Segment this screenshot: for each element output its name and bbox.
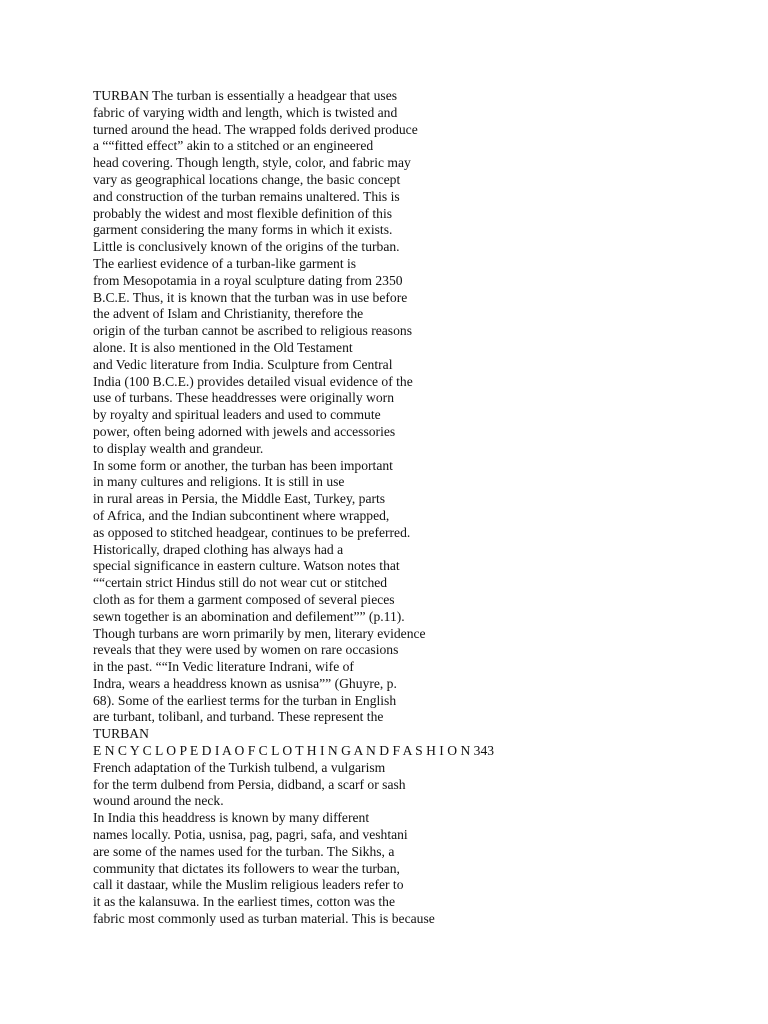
text-line: to display wealth and grandeur. [93,440,264,456]
document-body [93,88,753,928]
text-line: it as the kalansuwa. In the earliest times, cotton was the [93,894,395,910]
text-line: in many cultures and religions. It is still in use [93,474,345,490]
text-line: 68). Some of the earliest terms for the turban in English [93,692,397,708]
text-line: In some form or another, the turban has been important [93,457,393,473]
text-line: as opposed to stitched headgear, continues to be preferred. [93,524,411,540]
text-line: sewn together is an abomination and defilement”” (p.11). [93,608,405,624]
text-line: India (100 B.C.E.) provides detailed visual evidence of the [93,373,413,389]
text-line: fabric most commonly used as turban material. This is because [93,911,435,927]
text-line: the advent of Islam and Christianity, therefore the [93,306,364,322]
text-line: head covering. Though length, style, color, and fabric may [93,155,411,171]
text-line: power, often being adorned with jewels and accessories [93,423,396,439]
text-line: names locally. Potia, usnisa, pag, pagri, safa, and veshtani [93,827,408,843]
text-line: ““certain strict Hindus still do not wear cut or stitched [93,575,388,591]
text-line: E N C Y C L O P E D I A O F C L O T H I N G A N D F A S H I O N 343 [93,743,495,759]
text-line: Historically, draped clothing has always had a [93,541,344,557]
text-line: probably the widest and most flexible definition of this [93,205,393,221]
text-line: for the term dulbend from Persia, didband, a scarf or sash [93,776,406,792]
text-line: alone. It is also mentioned in the Old Testament [93,339,353,355]
text-line: community that dictates its followers to wear the turban, [93,860,400,876]
text-line: vary as geographical locations change, the basic concept [93,171,401,187]
text-line: turned around the head. The wrapped folds derived produce [93,121,418,137]
text-line: Indra, wears a headdress known as usnisa”” (Ghuyre, p. [93,675,397,691]
text-line: and construction of the turban remains unaltered. This is [93,188,400,204]
text-line: and Vedic literature from India. Sculpture from Central [93,356,393,372]
text-line: use of turbans. These headdresses were originally worn [93,390,394,406]
text-line: wound around the neck. [93,793,224,809]
text-line: cloth as for them a garment composed of several pieces [93,591,395,607]
text-line: reveals that they were used by women on rare occasions [93,642,399,658]
text-line: origin of the turban cannot be ascribed to religious reasons [93,323,412,339]
text-line: by royalty and spiritual leaders and used to commute [93,407,381,423]
text-line: Little is conclusively known of the origins of the turban. [93,239,400,255]
text-line: B.C.E. Thus, it is known that the turban was in use before [93,289,408,305]
text-line: are turbant, tolibanl, and turband. These represent the [93,709,384,725]
text-line: TURBAN [93,726,149,742]
text-line: In India this headdress is known by many different [93,810,370,826]
text-line: in rural areas in Persia, the Middle East, Turkey, parts [93,491,386,507]
text-line: from Mesopotamia in a royal sculpture dating from 2350 [93,272,403,288]
text-line: French adaptation of the Turkish tulbend, a vulgarism [93,759,386,775]
text-line: in the past. ““In Vedic literature Indrani, wife of [93,659,354,675]
text-line: call it dastaar, while the Muslim religious leaders refer to [93,877,404,893]
text-line: are some of the names used for the turban. The Sikhs, a [93,843,395,859]
text-line: a ““fitted effect” akin to a stitched or an engineered [93,138,374,154]
text-line: TURBAN The turban is essentially a headgear that uses [93,88,398,103]
text-line: fabric of varying width and length, which is twisted and [93,104,398,120]
text-line: garment considering the many forms in which it exists. [93,222,393,238]
text-line: The earliest evidence of a turban-like garment is [93,255,357,271]
text-line: of Africa, and the Indian subcontinent where wrapped, [93,507,390,523]
text-line: special significance in eastern culture. Watson notes that [93,558,400,574]
text-line: Though turbans are worn primarily by men, literary evidence [93,625,426,641]
